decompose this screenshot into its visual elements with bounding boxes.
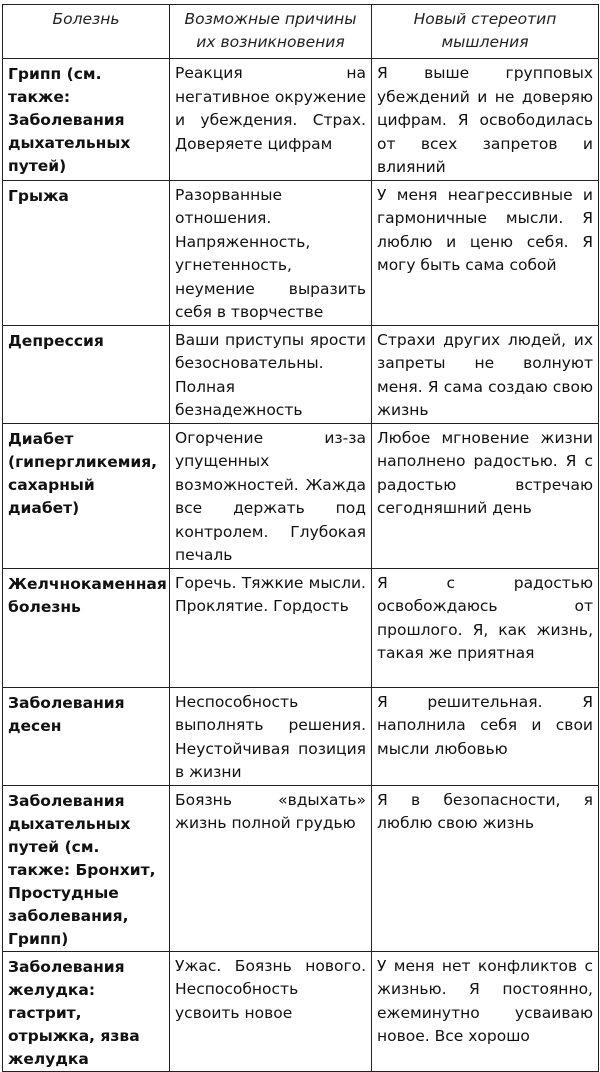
- pattern-cell: Я в безопасности, я люблю свою жизнь: [372, 785, 599, 951]
- header-row: [3, 5, 599, 59]
- cause-cell: Боязнь «вдыхать» жизнь полной грудью: [170, 785, 372, 951]
- disease-cell: Грипп (см. также: Заболевания дыхательных путей): [3, 59, 170, 181]
- disease-cell: Диабет (гипергликемия, сахарный диабет): [3, 423, 170, 568]
- pattern-cell: Я с радостью освобождаюсь от прошлого. Я, как жизнь, такая же приятная: [372, 568, 599, 687]
- table-row: [3, 423, 599, 568]
- table-row: [3, 687, 599, 785]
- disease-cell: Заболевания желудка: гастрит, отрыжка, язва желудка: [3, 951, 170, 1071]
- disease-cell: Депрессия: [3, 325, 170, 423]
- cause-cell: Огорчение из-за упущенных возможностей. Жажда все держать под контролем. Глубокая печаль: [170, 423, 372, 568]
- disease-cell: Заболевания дыхательных путей (см. также: Бронхит, Простудные заболевания, Грипп): [3, 785, 170, 951]
- table-row: [3, 325, 599, 423]
- cause-cell: Разорванные отношения. Напряженность, угнетенность, неумение выразить себя в творчестве: [170, 180, 372, 325]
- pattern-cell: Я решительная. Я наполнила себя и свои мысли любовью: [372, 687, 599, 785]
- disease-cell: Желчнокаменная болезнь: [3, 568, 170, 687]
- cause-cell: Горечь. Тяжкие мысли. Проклятие. Гордость: [170, 568, 372, 687]
- cause-cell: Неспособность выполнять решения. Неустойчивая позиция в жизни: [170, 687, 372, 785]
- header-disease: Болезнь: [3, 5, 170, 59]
- table-row: [3, 785, 599, 951]
- header-pattern: Новый стереотип мышления: [372, 5, 599, 59]
- header-causes: Возможные причины их возникновения: [170, 5, 372, 59]
- table-row: [3, 951, 599, 1071]
- cause-cell: Ваши приступы ярости безосновательны. Полная безнадежность: [170, 325, 372, 423]
- pattern-cell: Страхи других людей, их запреты не волнуют меня. Я сама создаю свою жизнь: [372, 325, 599, 423]
- pattern-cell: Я выше групповых убеждений и не доверяю цифрам. Я освободилась от всех запретов и влияний: [372, 59, 599, 181]
- table-row: [3, 59, 599, 181]
- disease-table: [2, 4, 599, 1072]
- table-row: [3, 568, 599, 687]
- table-row: [3, 180, 599, 325]
- pattern-cell: У меня неагрессивные и гармоничные мысли. Я люблю и ценю себя. Я могу быть сама собой: [372, 180, 599, 325]
- pattern-cell: У меня нет конфликтов с жизнью. Я постоянно, ежеминутно усваиваю новое. Все хорошо: [372, 951, 599, 1071]
- cause-cell: Реакция на негативное окружение и убеждения. Страх. Доверяете цифрам: [170, 59, 372, 181]
- disease-cell: Грыжа: [3, 180, 170, 325]
- cause-cell: Ужас. Боязнь нового. Неспособность усвоить новое: [170, 951, 372, 1071]
- disease-cell: Заболевания десен: [3, 687, 170, 785]
- pattern-cell: Любое мгновение жизни наполнено радостью. Я с радостью встречаю сегодняшний день: [372, 423, 599, 568]
